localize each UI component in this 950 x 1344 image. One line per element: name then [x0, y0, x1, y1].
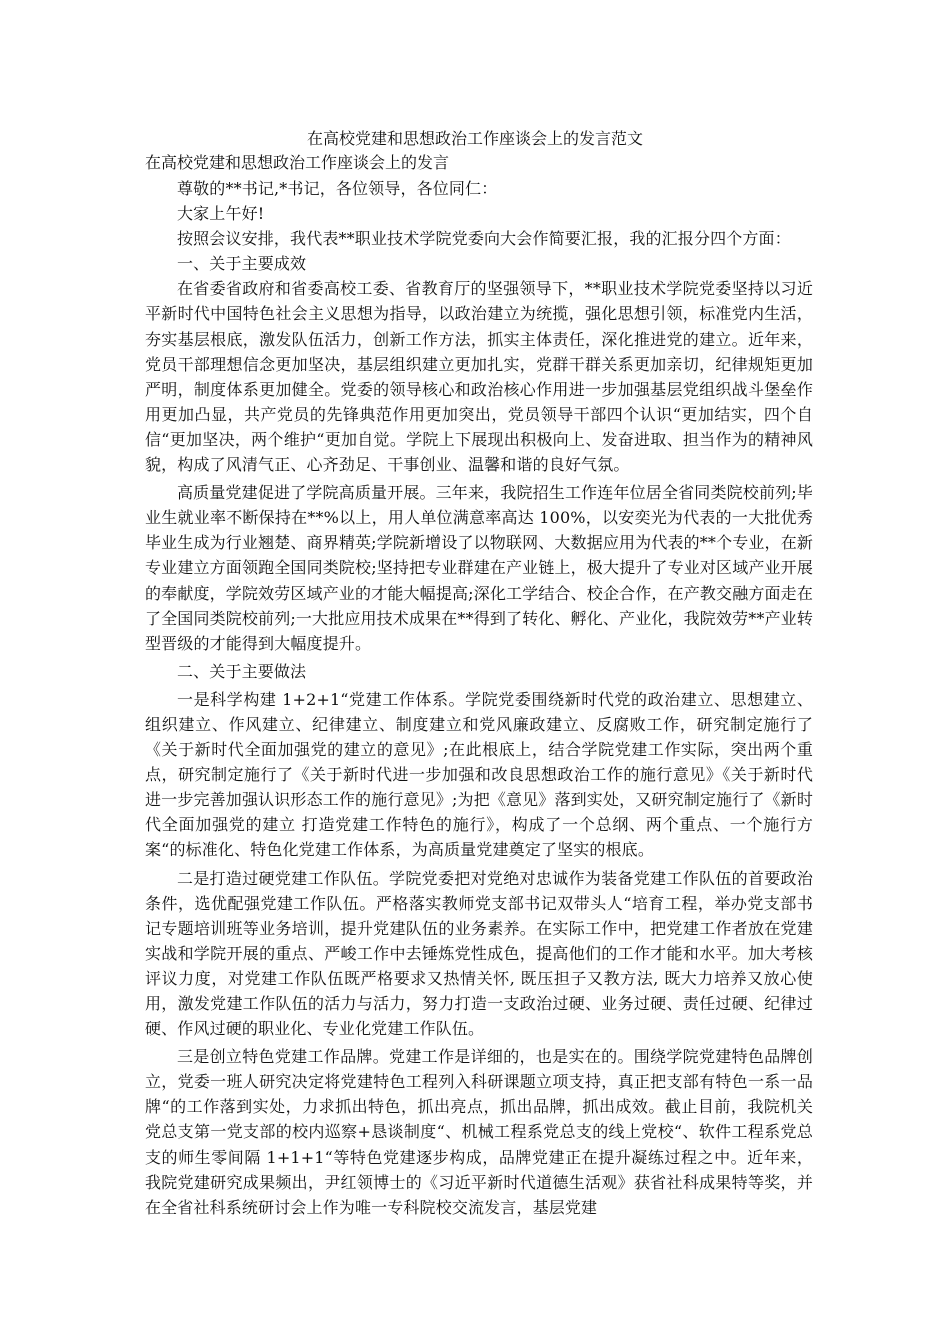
body-paragraph: 在省委省政府和省委高校工委、省教育厅的坚强领导下，**职业技术学院党委坚持以习近平新时代中国特色社会主义思想为指导，以政治建立为统揽，强化思想引领，标准党内生活，夯实基层根底，激发队伍活力，创新工作方法，抓实主体责任，深化推进党的建立。近年来，党员干部理想信念更加坚决，基层组织建立更加扎实，党群干群关系更加亲切，纪律规矩更加严明，制度体系更加健全。党委的领导核心和政治核心作用进一步加强基层党组织战斗堡垒作用更加凸显，共产党员的先锋典范作用更加突出，党员领导干部四个认识“更加结实，四个自信“更加坚决，两个维护“更加自觉。学院上下展现出积极向上、发奋进取、担当作为的精神风貌，构成了风清气正、心齐劲足、干事创业、温馨和谐的良好气氛。 — [145, 279, 813, 475]
document-body — [145, 176, 813, 1220]
body-paragraph: 高质量党建促进了学院高质量开展。三年来，我院招生工作连年位居全省同类院校前列;毕业生就业率不断保持在**%以上，用人单位满意率高达 100%，以安奕光为代表的一大批优秀毕业生成为行业翘楚、商界精英;学院新增设了以物联网、大数据应用为代表的**个专业，在新专业建立方面领跑全国同类院校;坚持把专业群建在产业链上，极大提升了专业对区域产业开展的奉献度，学院效劳区域产业的才能大幅提高;深化工学结合、校企合作，在产教交融方面走在了全国同类院校前列;一大批应用技术成果在**得到了转化、孵化、产业化，我院效劳**产业转型晋级的才能得到大幅度提升。 — [145, 483, 813, 653]
salutation: 尊敬的**书记,*书记，各位领导，各位同仁： — [177, 179, 498, 198]
document-title: 在高校党建和思想政治工作座谈会上的发言范文 — [306, 129, 643, 148]
intro-paragraph: 按照会议安排，我代表**职业技术学院党委向大会作简要汇报，我的汇报分四个方面： — [177, 229, 791, 249]
section-heading-2: 二、关于主要做法 — [177, 661, 307, 681]
body-paragraph: 三是创立特色党建工作品牌。党建工作是详细的，也是实在的。围绕学院党建特色品牌创立，党委一班人研究决定将党建特色工程列入科研课题立项支持，真正把支部有特色一系一品牌“的工作落到实处，力求抓出特色，抓出亮点，抓出品牌，抓出成效。截止目前，我院机关党总支第一党支部的校内巡察+恳谈制度“、机械工程系党总支的线上党校“、软件工程系党总支的师生零间隔 1+1+1“等特色党建逐步构成，品牌党建正在提升凝练过程之中。近年来，我院党建研究成果频出，尹红领博士的《习近平新时代道德生活观》获省社科成果特等奖，并在全省社科系统研讨会上作为唯一专科院校交流发言，基层党建 — [145, 1047, 813, 1217]
body-paragraph: 一是科学构建 1+2+1“党建工作体系。学院党委围绕新时代党的政治建立、思想建立、组织建立、作风建立、纪律建立、制度建立和党风廉政建立、反腐败工作，研究制定施行了《关于新时代全面加强党的建立的意见》;在此根底上，结合学院党建工作实际，突出两个重点，研究制定施行了《关于新时代进一步加强和改良思想政治工作的施行意见》《关于新时代进一步完善加强认识形态工作的施行意见》;为把《意见》落到实处，又研究制定施行了《新时代全面加强党的建立 打造党建工作特色的施行》，构成了一个总纲、两个重点、一个施行方案“的标准化、特色化党建工作体系，为高质量党建奠定了坚实的根底。 — [145, 689, 813, 860]
greeting: 大家上午好! — [177, 204, 265, 224]
body-paragraph: 二是打造过硬党建工作队伍。学院党委把对党绝对忠诚作为装备党建工作队伍的首要政治条件，选优配强党建工作队伍。严格落实教师党支部书记双带头人“培育工程，举办党支部书记专题培训班等业务培训，提升党建队伍的业务素养。在实际工作中，把党建工作者放在党建实战和学院开展的重点、严峻工作中去锤炼党性成色，提高他们的工作才能和水平。加大考核评议力度，对党建工作队伍既严格要求又热情关怀, 既压担子又教方法, 既大力培养又放心使用，激发党建工作队伍的活力与活力，努力打造一支政治过硬、业务过硬、责任过硬、纪律过硬、作风过硬的职业化、专业化党建工作队伍。 — [145, 868, 813, 1039]
document-subtitle: 在高校党建和思想政治工作座谈会上的发言 — [145, 153, 450, 172]
section-heading-1: 一、关于主要成效 — [177, 254, 307, 274]
